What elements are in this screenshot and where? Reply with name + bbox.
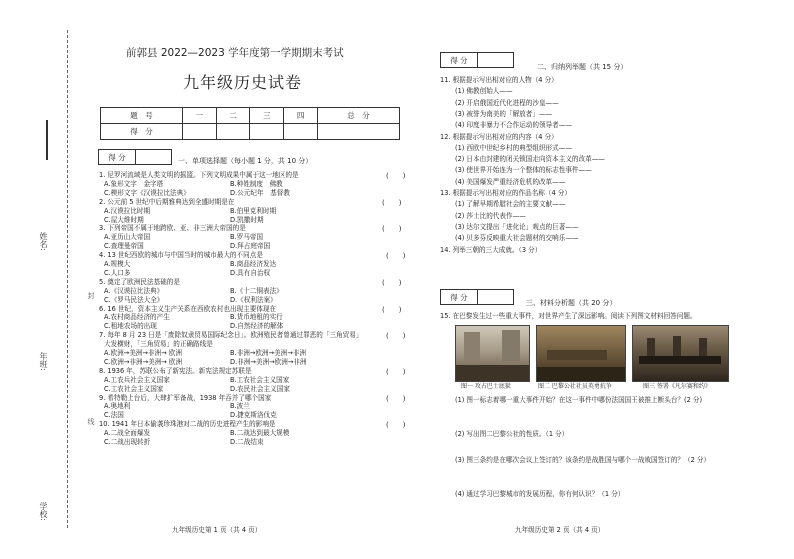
score-cell[interactable] <box>317 124 399 140</box>
fill-blank-item[interactable]: (2) 莎士比的代表作—— <box>455 211 526 220</box>
question-stem: 大发横财，「三角贸易」的正确路线是 <box>104 340 213 349</box>
option: C.人口多 <box>104 268 131 277</box>
option: A.奥地利 <box>104 402 131 411</box>
footer-left: 九年级历史第 1 页（共 4 页） <box>172 526 262 534</box>
option: A.规模大 <box>104 260 131 268</box>
option: C.欧洲→非洲→美洲→ 欧洲 <box>104 357 183 366</box>
option: B.工农社会主义国家 <box>230 375 290 384</box>
score-header-cell: 题 号 <box>101 108 183 124</box>
score-header-cell: 三 <box>250 108 284 124</box>
score-cell[interactable] <box>284 124 318 140</box>
class-label: 年班: <box>39 352 48 371</box>
option: A.亚历山大帝国 <box>104 233 151 242</box>
option: D.公元纪年 基督教 <box>230 188 290 197</box>
score-table <box>100 107 400 140</box>
q15-subquestion: (4) 通过学习巴黎城市的发展历程，你有何认识？（1 分） <box>455 490 625 498</box>
question-stem: 3. 下列帝国不属于地跨欧、亚、非三洲大帝国的是 <box>99 224 246 233</box>
fill-blank-item[interactable]: (4) 贝多芬反映重大社会题材的交响乐—— <box>455 234 579 243</box>
option: D.二战结束 <box>230 438 264 446</box>
question-stem: 13. 根据提示写出相对应的作品名称（4 分） <box>440 189 571 197</box>
option: C.法国 <box>104 411 124 420</box>
fill-blank-item[interactable]: (4) 印度非暴力不合作运动的领导者—— <box>455 121 572 130</box>
option: A.二战全面爆发 <box>104 429 151 438</box>
option: C.查理曼帝国 <box>104 242 144 251</box>
q15-subquestion: (1) 图一标志着哪一重大事件开始？在这一事件中哪份法国国王被推上断头台？(2 分) <box>455 396 703 404</box>
option: A.农村商品经济的产生 <box>104 313 170 322</box>
question-stem: 11. 根据提示写出相对应的人物（4 分） <box>440 76 558 84</box>
section3-heading: 三、材料分析题（共 20 分） <box>526 299 617 307</box>
option: A.欧洲→美洲→非洲→ 欧洲 <box>104 349 182 357</box>
option: C.二战出现转折 <box>104 438 151 446</box>
fill-blank-item[interactable]: (2) 开启俄国近代化进程的沙皇—— <box>455 98 559 107</box>
seal-char: 封 <box>87 292 95 300</box>
answer-paren[interactable]: ( ) <box>386 394 406 403</box>
score-box <box>98 149 172 165</box>
option: C.租地农场的出现 <box>104 322 157 331</box>
option: C.工农社会主义国家 <box>104 384 164 393</box>
option: C.《罗马民法大全》 <box>104 295 164 304</box>
question-stem: 6. 16 世纪，资本主义生产关系在西欧农村也出现主要体现在 <box>99 304 277 313</box>
option: B.货币地租的实行 <box>230 313 283 322</box>
fill-blank-item[interactable]: (4) 美国爆发严重经济危机的改革—— <box>455 177 566 186</box>
answer-paren[interactable]: ( ) <box>386 252 406 261</box>
answer-paren[interactable]: ( ) <box>386 421 406 430</box>
photo-caption: 图二 巴黎公社社员英勇抗争 <box>538 383 612 390</box>
answer-paren[interactable]: ( ) <box>382 198 402 207</box>
photo-caption: 图三 签署《凡尔赛和约》 <box>643 383 711 390</box>
fill-blank-item[interactable]: (1) 西欧中世纪乡村的典型组织形式—— <box>455 143 572 152</box>
binding-line <box>67 30 68 528</box>
question-stem: 8. 1936 年，苏联公布了新宪法。新宪法规定苏联是 <box>99 366 252 375</box>
fill-blank-item[interactable]: (3) 被誉为南美的「解放者」—— <box>455 109 553 118</box>
score-box <box>440 289 514 305</box>
option: D.自然经济的解体 <box>230 322 284 331</box>
answer-paren[interactable]: ( ) <box>386 332 406 341</box>
q15-subquestion: (3) 图三条约是在哪次会议上签订的？该条约是战胜国与哪个一战败国签订的？（2 分） <box>455 456 711 464</box>
answer-paren[interactable]: ( ) <box>386 367 406 376</box>
fill-blank-item[interactable]: (3) 使世界开始连为一个整体的标志性事件—— <box>455 166 592 175</box>
option: D.《权利法案》 <box>230 295 277 304</box>
option: B.种姓制度 佛教 <box>230 179 283 188</box>
q15-intro: 15. 在巴黎发生过一些重大事件，对世界产生了深远影响。阅读下列图文材料回答问题。 <box>440 312 697 320</box>
score-box-label: 得 分 <box>441 290 478 304</box>
option: B.《十二铜表法》 <box>230 286 283 295</box>
option: D.凯撒时期 <box>230 215 264 224</box>
school-label: 学校: <box>39 502 48 521</box>
option: D.具有自治权 <box>230 268 271 277</box>
score-box-label: 得 分 <box>441 53 478 67</box>
bastille-photo <box>455 325 530 382</box>
score-header-cell: 总 分 <box>317 108 399 124</box>
option: A.汉谟拉比时期 <box>104 206 151 215</box>
option: D.非洲→美洲→欧洲→非洲 <box>230 357 307 366</box>
option: D.捷克斯洛伐克 <box>230 411 277 420</box>
option: B.伯里克利时期 <box>230 206 277 215</box>
score-cell[interactable] <box>216 124 250 140</box>
fill-blank-item[interactable]: (3) 达尔文提出「进化论」观点的巨著—— <box>455 222 579 231</box>
option: C.楔形文字《汉谟拉比法典》 <box>104 188 190 197</box>
q15-subquestion: (2) 写出图二巴黎公社的性质。（1 分） <box>455 430 569 438</box>
question-stem: 7. 每年 8 月 23 日是「废除奴隶贸易国际纪念日」。欧洲殖民者曾通过罪恶的「三角贸易」 <box>99 331 363 340</box>
answer-paren[interactable]: ( ) <box>382 278 402 287</box>
score-cell[interactable] <box>182 124 216 140</box>
option: B.商品经济发达 <box>230 260 277 268</box>
answer-paren[interactable]: ( ) <box>386 172 406 180</box>
option: B.二战达到最大规模 <box>230 429 290 438</box>
score-cell[interactable] <box>250 124 284 140</box>
binding-bar <box>46 120 48 160</box>
question-stem: 5. 奠定了欧洲民法基础的是 <box>99 277 180 286</box>
option: B.罗马帝国 <box>230 233 263 242</box>
exam-title: 前郭县 2022—2023 学年度第一学期期末考试 <box>126 47 344 59</box>
section1-heading: 一、单项选择题（每小题 1 分，共 10 分） <box>178 157 313 165</box>
fill-blank-item[interactable]: (1) 了解早期希腊社会的主要文献—— <box>455 200 566 209</box>
question-stem: 9. 希特勒上台后，大肆扩军备战，1938 年吞并了哪个国家 <box>99 393 272 402</box>
option: A.《汉谟拉比法典》 <box>104 286 164 295</box>
score-header-cell: 一 <box>182 108 216 124</box>
question-stem: 10. 1941 年日本偷袭珍珠港对二战的历史进程产生的影响是 <box>99 420 276 429</box>
score-header-cell: 二 <box>216 108 250 124</box>
fill-blank-item[interactable]: (1) 佛教创始人—— <box>455 87 513 96</box>
option: A.工农兵社会主义国家 <box>104 375 170 384</box>
paper-title: 九年级历史试卷 <box>183 73 303 92</box>
photo-caption: 图一 攻占巴士底狱 <box>461 383 511 390</box>
option: B.波兰 <box>230 402 250 411</box>
option: A.象形文字 金字塔 <box>104 179 164 188</box>
question-stem: 1. 尼罗河流域是人类文明的摇篮。下列文明成果中属于这一地区的是 <box>99 171 299 179</box>
name-label: 姓名: <box>39 232 48 251</box>
question-stem: 2. 公元前 5 世纪中后期雅典达到全盛时期是在 <box>99 197 235 206</box>
footer-right: 九年级历史第 2 页（共 4 页） <box>515 526 605 534</box>
answer-paren[interactable]: ( ) <box>382 305 402 314</box>
option: B.非洲→欧洲→美洲→非洲 <box>230 349 306 357</box>
option: D.农民社会主义国家 <box>230 384 290 393</box>
fill-blank-item[interactable]: (2) 日本由封建的闭关锁国走向资本主义的改革—— <box>455 155 605 164</box>
question-stem: 12. 根据提示写出相对应的内容（4 分） <box>440 132 558 141</box>
score-box-label: 得 分 <box>99 150 136 164</box>
paris-commune-photo <box>536 325 626 382</box>
question-stem: 14. 列举三朝的三大成就。（3 分） <box>440 245 542 254</box>
option: C.屋大维时期 <box>104 215 144 224</box>
score-box <box>440 52 514 68</box>
seal-char: 线 <box>87 418 95 426</box>
section2-heading: 二、归纳列举题（共 15 分） <box>537 63 628 71</box>
option: D.拜占庭帝国 <box>230 242 271 251</box>
score-header-cell: 四 <box>284 108 318 124</box>
score-label-cell: 得 分 <box>101 124 183 140</box>
question-stem: 4. 13 世纪西欧的城市与中国当时的城市最大的不同点是 <box>99 251 263 260</box>
answer-paren[interactable]: ( ) <box>382 225 402 234</box>
versailles-photo <box>632 325 729 382</box>
